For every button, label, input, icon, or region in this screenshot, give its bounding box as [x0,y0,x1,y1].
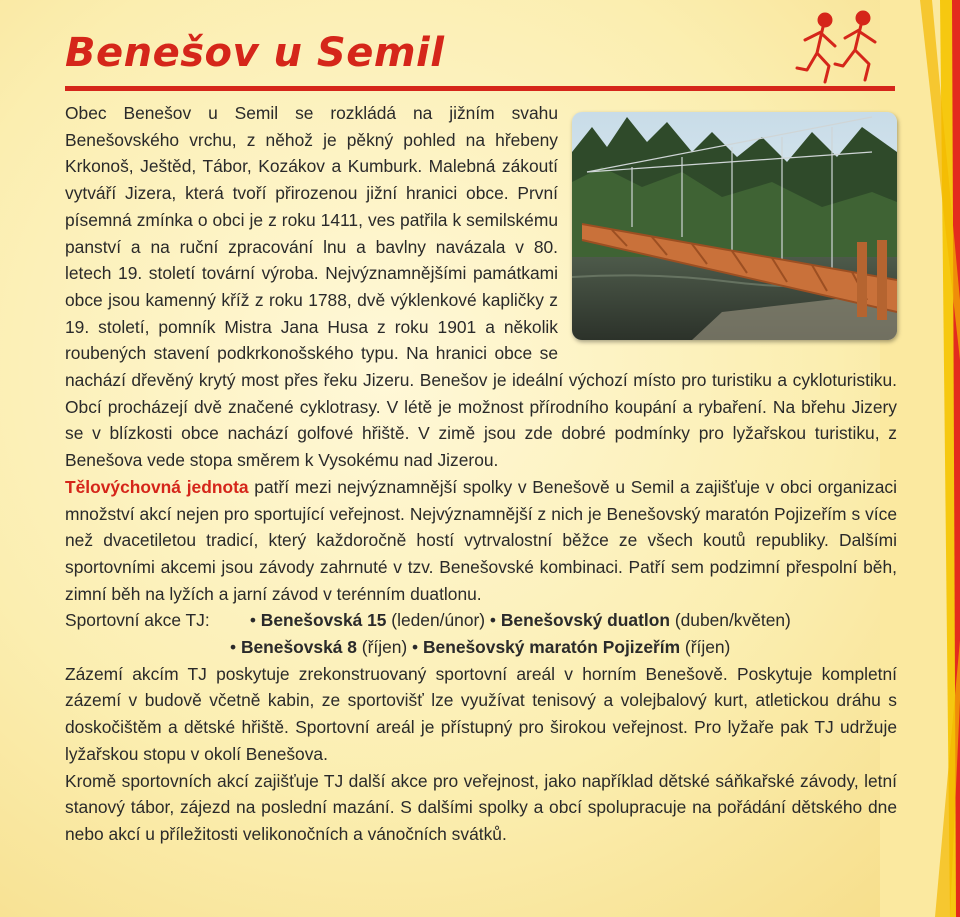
event-name: Benešovská 15 [260,610,387,631]
bridge-photo [572,112,897,340]
event-date: (říjen) [356,637,413,658]
title-underline [65,86,895,91]
facilities-paragraph: Zázemí akcím TJ poskytuje zrekonstruovaný sportovní areál v horním Benešově. Poskytuje kompletní zázemí v budově včetně kabin, ze sportovišť lze využívat tenisový a volejbalový kurt, atletickou dráhu s doskočištěm a dětské hřiště. Sportovní areál je přístupný pro širokou veřejnost. Pro lyžaře pak TJ udržuje lyžařskou stopu v okolí Benešova. [65,663,897,764]
bullet-icon: • [249,610,256,631]
bullet-icon: • [489,610,496,631]
bullet-icon: • [412,637,419,658]
closing-paragraph: Kromě sportovních akcí zajišťuje TJ další akce pro veřejnost, jako například dětské sáňkařské závody, letní stanový tábor, zájezd na poslední mazání. S dalšími spolky a obcí spolupracuje na pořádání dětského dne nebo akcí u příležitosti velikonočních a vánočních svátků. [65,770,897,844]
club-text: patří mezi nejvýznamnější spolky v Benešově u Semil a zajišťuje v obci organizaci množství akcí nejen pro sportující veřejnost. Nejvýznamnější z nich je Benešovský maratón Pojizeřím s více než dvacetiletou tradicí, který každoročně hostí vytrvalostní běžce ze všech koutů republiky. Dalšími sportovními akcemi jsou závody zahrnuté v tzv. Benešovské kombinaci. Patří sem podzimní přespolní běh, zimní běh na lyžích a jarní závod v terénním duatlonu. [65,476,897,604]
intro-paragraph: Obec Benešov u Semil se rozkládá na jižním svahu Benešovského vrchu, z něhož je pěkný pohled na hřebeny Krkonoš, Ještěd, Tábor, Kozákov a Kumburk. Malebná zákoutí vytváří Jizera, která tvoří přirozenou jižní hranici obce. První písemná zmínka o obci je z roku 1411, ves patřila k semilskému panství a na ruční zpracování lnu a bavlny navázala v 80. letech 19. století tovární výroba. Nejvýznamnějšími památkami obce jsou kamenný kříž z roku 1788, dvě výklenkové kapličky z 19. století, pomník Mistra Jana Husa z roku 1901 a několik roubených stavení podkrkonošského typu. Na hranici obce se nachází dřevěný krytý most přes řeku Jizeru. Benešov je ideální výchozí místo pro turistiku a cykloturistiku. Obcí procházejí dvě značené cyklotrasy. V létě je možnost přírodního koupání a rybaření. Na břehu Jizery se v blízkosti obce nachází golfové hřiště. V zimě jsou zde dobré podmínky pro lyžařskou turistiku, z Benešova vede stopa směrem k Vysokému nad Jizerou. [65,103,897,471]
article-body [65,100,897,848]
club-paragraph [65,474,897,608]
event-name: Benešovská 8 [240,637,357,658]
events-label: Sportovní akce TJ: [65,610,210,631]
events-row-1 [65,607,897,634]
page-title: Benešov u Semil [65,30,445,76]
club-name: Tělovýchovná jednota [65,476,249,497]
event-date: (říjen) [680,637,731,658]
bullet-icon: • [230,637,237,658]
event-name: Benešovský maratón Pojizeřím [422,637,681,658]
event-date: (duben/květen) [669,610,791,631]
sport-events [65,607,897,660]
events-row-2 [65,634,897,661]
event-date: (leden/únor) [386,610,490,631]
event-name: Benešovský duatlon [500,610,670,631]
running-figures-icon [785,8,900,90]
